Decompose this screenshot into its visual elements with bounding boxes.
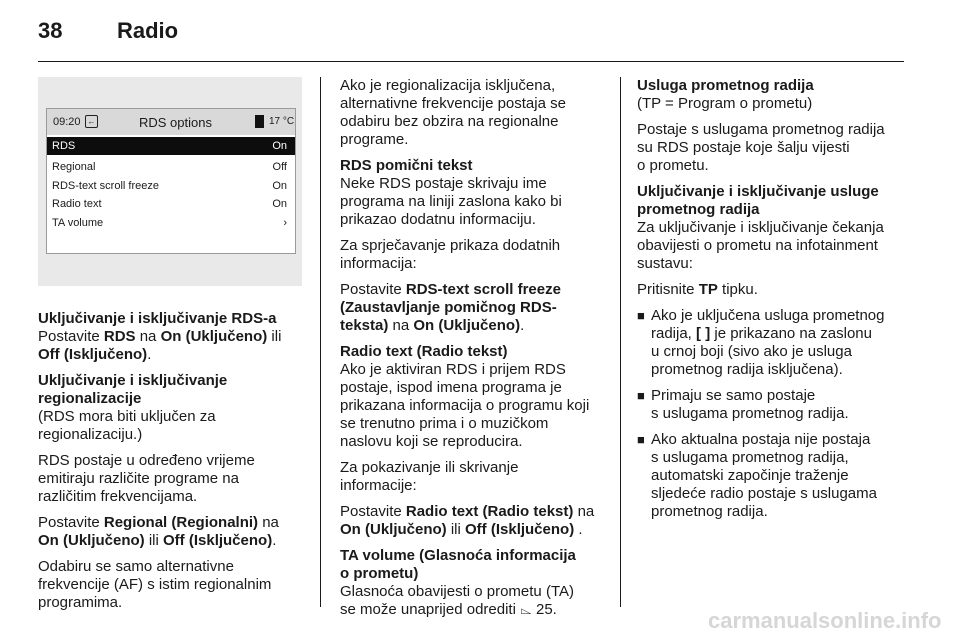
paragraph: Glasnoća obavijesti o prometu (TA) se može unaprijed odrediti ⌳ 25. [340, 583, 574, 618]
row-label: RDS-text scroll freeze [52, 180, 159, 192]
bullet-item: ■ Ako je uključena usluga prometnog radija, [ ] je prikazano na zaslonu u crnoj boji (sivo ako je usluga prometnog radija isključena). [637, 307, 885, 378]
back-icon: ← [85, 115, 98, 128]
menu-row-radio-text [47, 195, 295, 213]
heading-regional: Uključivanje i isključivanje regionalizacije [38, 372, 228, 407]
paragraph: Ako je aktiviran RDS i prijem RDS postaje, ispod imena programa je prikazana informacija o programu koji se trenutno prima i o muzičkom naslovu koji se reproducira. [340, 361, 590, 450]
paragraph: Postavite Radio text (Radio tekst) na On (Uključeno) ili Off (Isključeno) . [340, 503, 595, 538]
screen-status-bar [47, 109, 295, 135]
bullet-icon: ■ [637, 308, 645, 323]
paragraph: (RDS mora biti uključen za regionalizaciju.) [38, 408, 216, 443]
bullet-icon: ■ [637, 388, 645, 403]
page-number: 38 [38, 18, 63, 43]
watermark: carmanualsonline.info [708, 608, 942, 633]
submenu-arrow-icon: › [283, 217, 287, 229]
paragraph: (TP = Program o prometu) [637, 95, 813, 112]
row-label: RDS [52, 140, 76, 152]
row-value: Off [272, 161, 287, 173]
bullet-item: ■ Ako aktualna postaja nije postaja s uslugama prometnog radija, automatski započinje traženje sljedeće radio postaje s uslugama prometnog radija. [637, 431, 877, 520]
paragraph: Za pokazivanje ili skrivanje informacije: [340, 459, 519, 494]
paragraph: Postavite Regional (Regionalni) na On (Uključeno) ili Off (Isključeno). [38, 514, 279, 549]
phone-icon [255, 115, 264, 128]
menu-row-scroll-freeze [47, 177, 295, 195]
paragraph: Ako je regionalizacija isključena, alternativne frekvencije postaja se odabiru bez obzira na regionalne programe. [340, 77, 566, 148]
row-value: On [272, 180, 287, 192]
section-title: Radio [117, 18, 179, 43]
display-screen [46, 108, 296, 254]
heading-rds-scroll: RDS pomični tekst [340, 157, 473, 174]
heading-rds-toggle: Uključivanje i isključivanje RDS-a [38, 310, 277, 327]
column-divider [620, 77, 621, 607]
paragraph: RDS postaje u određeno vrijeme emitiraju različite programe na različitim frekvencijama. [38, 452, 255, 505]
column-divider [320, 77, 321, 607]
heading-traffic-toggle: Uključivanje i isključivanje usluge prometnog radija [637, 183, 879, 218]
column-1 [38, 310, 310, 620]
column-3 [637, 77, 907, 529]
paragraph: Pritisnite TP tipku. [637, 281, 758, 298]
row-label: Radio text [52, 198, 102, 210]
heading-radio-text: Radio text (Radio tekst) [340, 343, 508, 360]
screen-title: RDS options [139, 115, 212, 130]
header-rule [38, 61, 904, 62]
clock: 09:20 [53, 116, 81, 128]
paragraph: Neke RDS postaje skrivaju ime programa na liniji zaslona kako bi prikazao dodatnu informaciju. [340, 175, 562, 228]
row-label: TA volume [52, 217, 104, 229]
row-label: Regional [52, 161, 96, 173]
column-2 [340, 77, 612, 627]
paragraph: Za uključivanje i isključivanje čekanja obavijesti o prometu na infotainment sustavu: [637, 219, 884, 272]
menu-row-ta-volume [47, 214, 295, 232]
heading-ta-volume: TA volume (Glasnoća informacija o prometu) [340, 547, 576, 582]
paragraph: Za sprječavanje prikaza dodatnih informacija: [340, 237, 561, 272]
menu-row-regional [47, 158, 295, 176]
menu-row-rds [47, 137, 295, 155]
paragraph: Postavite RDS-text scroll freeze (Zaustavljanje pomičnog RDS- teksta) na On (Uključeno). [340, 281, 561, 334]
row-value: On [272, 198, 287, 210]
rds-options-screenshot [38, 77, 302, 286]
page-reference-icon: ⌳ [520, 601, 532, 618]
paragraph: Postavite RDS na On (Uključeno) ili Off (Isključeno). [38, 328, 282, 363]
temperature: 17 °C [269, 116, 295, 127]
row-value: On [272, 140, 287, 152]
paragraph: Odabiru se samo alternativne frekvencije (AF) s istim regionalnim programima. [38, 558, 272, 611]
bullet-icon: ■ [637, 432, 645, 447]
paragraph: Postaje s uslugama prometnog radija su RDS postaje koje šalju vijesti o prometu. [637, 121, 885, 174]
bullet-item: ■ Primaju se samo postaje s uslugama prometnog radija. [637, 387, 849, 422]
heading-traffic-service: Usluga prometnog radija [637, 77, 814, 94]
